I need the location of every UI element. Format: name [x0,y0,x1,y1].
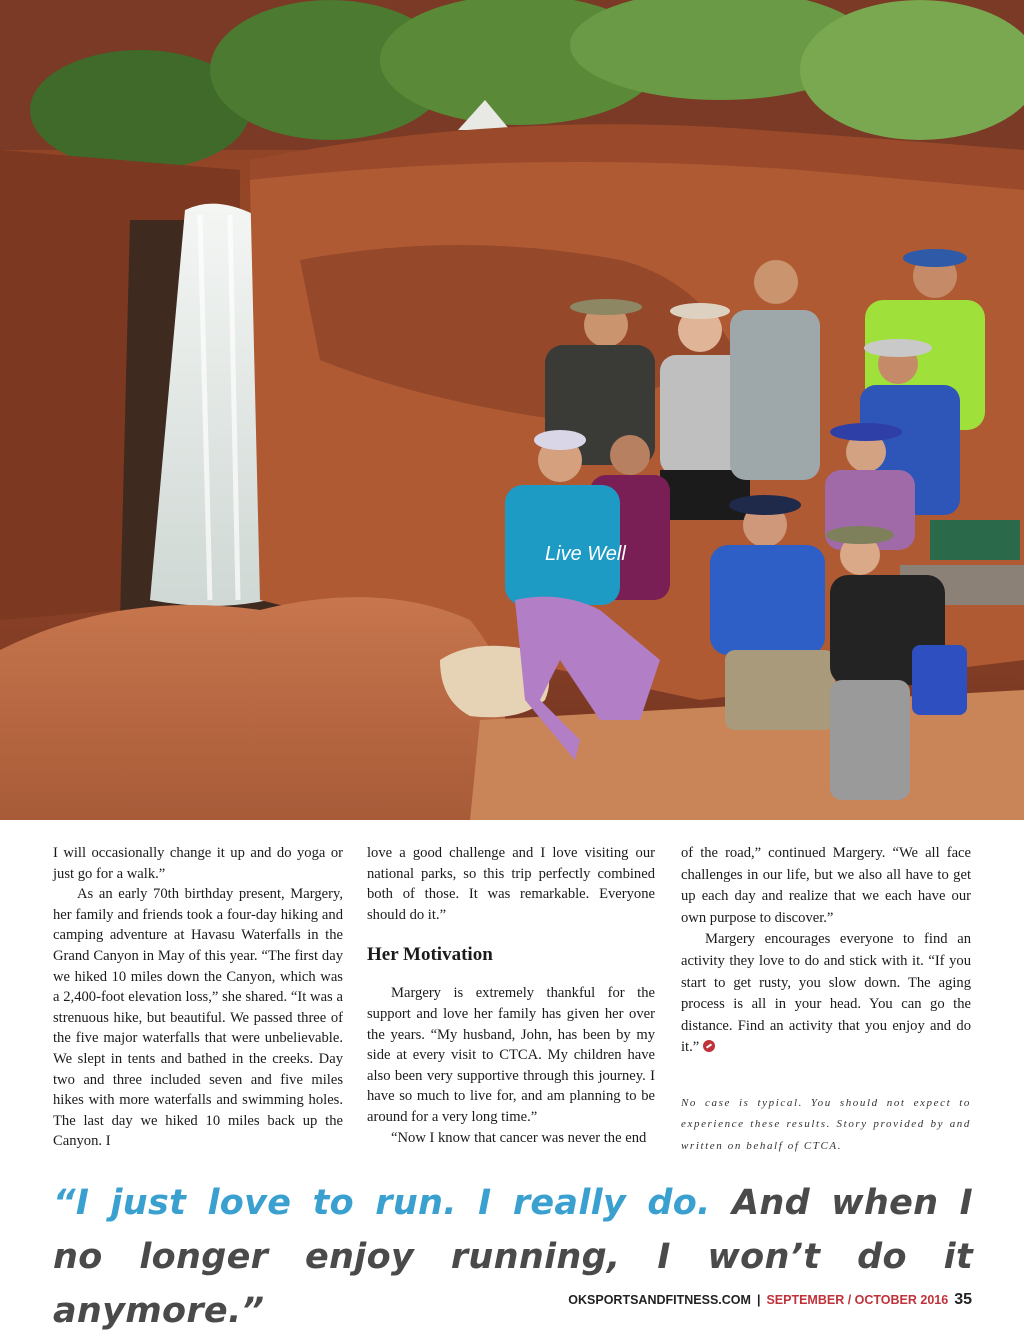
article-column-1 [53,843,343,1152]
end-of-story-icon [703,1040,715,1052]
paragraph: As an early 70th birthday present, Margery, her family and friends took a four-day hiking and camping adventure at Havasu Waterfalls in the Grand Canyon in May of this year. “The first day we hiked 10 miles down the Canyon, which was a 2,400-foot elevation loss,” she shared. “It was a strenuous hike, but beautiful. We passed three of the five major waterfalls that were unbelievable. We slept in tents and bathed in the creeks. Day two and three included seven and five miles hikes with more waterfalls and swimming holes. The last day we hiked 10 miles back up the Canyon. I [53,886,343,1150]
paragraph [681,929,971,1059]
disclaimer: No case is typical. You should not expect to experience these results. Story provided by and written on behalf of CTCA. [681,1096,971,1152]
paragraph: I will occasionally change it up and do yoga or just go for a walk.” [53,845,343,882]
page-number: 35 [954,1291,972,1308]
footer-issue: SEPTEMBER / OCTOBER 2016 [766,1293,949,1307]
footer-site: OKSPORTSANDFITNESS.COM [568,1293,751,1307]
paragraph: “Now I know that cancer was never the end [391,1129,647,1146]
paragraph: of the road,” continued Margery. “We all face challenges in our life, but we also all have to get up each day and realize that we each have our own purpose to discover.” [681,845,971,926]
article-column-3 [681,843,971,1157]
paragraph: Margery is extremely thankful for the support and love her family has given her over the years. “My husband, John, has been by my side at every visit to CTCA. My children have also been very supportive through this journey. I have so much to live for, and am planning to be around for a very long time.” [367,985,655,1125]
shirt-logo: Live Well [545,543,626,565]
article-column-2 [367,843,655,1148]
pull-quote [53,1176,973,1338]
pull-quote-main: And when I no longer enjoy running, I won’t do it anymore.” [53,1183,974,1331]
page-footer [568,1291,972,1309]
paragraph: love a good challenge and I love visiting our national parks, so this trip perfectly combined both of those. It was remarkable. Everyone should do it.” [367,845,655,923]
section-heading: Her Motivation [367,944,493,966]
pull-quote-accent: “I just love to run. I really do. [53,1183,711,1223]
footer-separator: | [756,1293,761,1307]
paragraph-text: Margery encourages everyone to find an activity they love to do and stick with it. “If you start to get rusty, you slow down. The aging process is all in your head. You can go the distance. Find an activity that you enjoy and do it.” [681,931,971,1056]
